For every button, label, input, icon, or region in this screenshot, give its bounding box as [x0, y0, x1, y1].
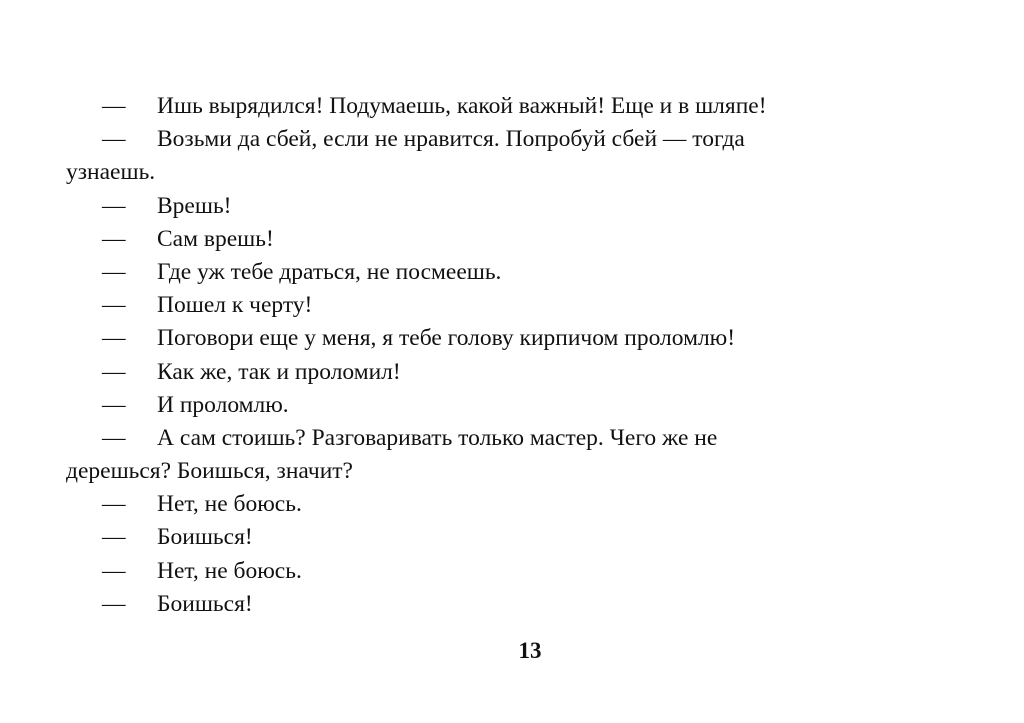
dialogue-dash: — [102, 491, 126, 518]
dialogue-line [66, 190, 906, 223]
dialogue-speech: Нет, не боюсь. [157, 557, 302, 584]
dialogue-speech: Сам врешь! [157, 225, 274, 252]
dialogue-line [66, 389, 906, 422]
dialogue-dash: — [102, 424, 126, 451]
dialogue-continuation: дерешься? Боишься, значит? [66, 458, 353, 485]
dialogue-dash: — [102, 524, 126, 551]
dialogue-line [66, 588, 906, 621]
dialogue-speech: Нет, не боюсь. [157, 491, 302, 518]
dialogue-line [66, 356, 906, 389]
dialogue-dash: — [102, 225, 126, 252]
dialogue-text [66, 90, 906, 621]
dialogue-speech: Боишься! [157, 524, 253, 551]
dialogue-dash: — [102, 292, 126, 319]
dialogue-speech: Боишься! [157, 590, 253, 617]
dialogue-line [66, 521, 906, 554]
dialogue-speech: Ишь вырядился! Подумаешь, какой важный! Еще и в шляпе! [157, 93, 767, 119]
dialogue-dash: — [102, 126, 126, 153]
dialogue-speech: Пошел к черту! [157, 292, 313, 319]
dialogue-line [66, 90, 906, 123]
dialogue-dash: — [102, 93, 126, 119]
dialogue-dash: — [102, 192, 126, 219]
dialogue-line [66, 123, 906, 156]
dialogue-dash: — [102, 358, 126, 385]
dialogue-dash: — [102, 391, 126, 418]
dialogue-speech: Врешь! [157, 192, 232, 219]
dialogue-speech: Поговори еще у меня, я тебе голову кирпичом проломлю! [157, 325, 736, 352]
page-number: 13 [518, 638, 542, 663]
dialogue-line [66, 223, 906, 256]
dialogue-speech: И проломлю. [157, 391, 289, 418]
dialogue-line [66, 322, 906, 355]
dialogue-speech: А сам стоишь? Разговаривать только мастер. Чего же не [157, 424, 718, 451]
dialogue-line [66, 555, 906, 588]
dialogue-line [66, 256, 906, 289]
dialogue-dash: — [102, 590, 126, 617]
dialogue-line [66, 422, 906, 455]
dialogue-dash: — [102, 557, 126, 584]
dialogue-dash: — [102, 325, 126, 352]
dialogue-continuation: узнаешь. [66, 159, 156, 186]
dialogue-dash: — [102, 258, 126, 285]
dialogue-speech: Где уж тебе драться, не посмеешь. [157, 258, 502, 285]
dialogue-line [66, 488, 906, 521]
dialogue-speech: Как же, так и проломил! [157, 358, 401, 385]
dialogue-line [66, 289, 906, 322]
dialogue-speech: Возьми да сбей, если не нравится. Попробуй сбей — тогда [157, 126, 745, 153]
